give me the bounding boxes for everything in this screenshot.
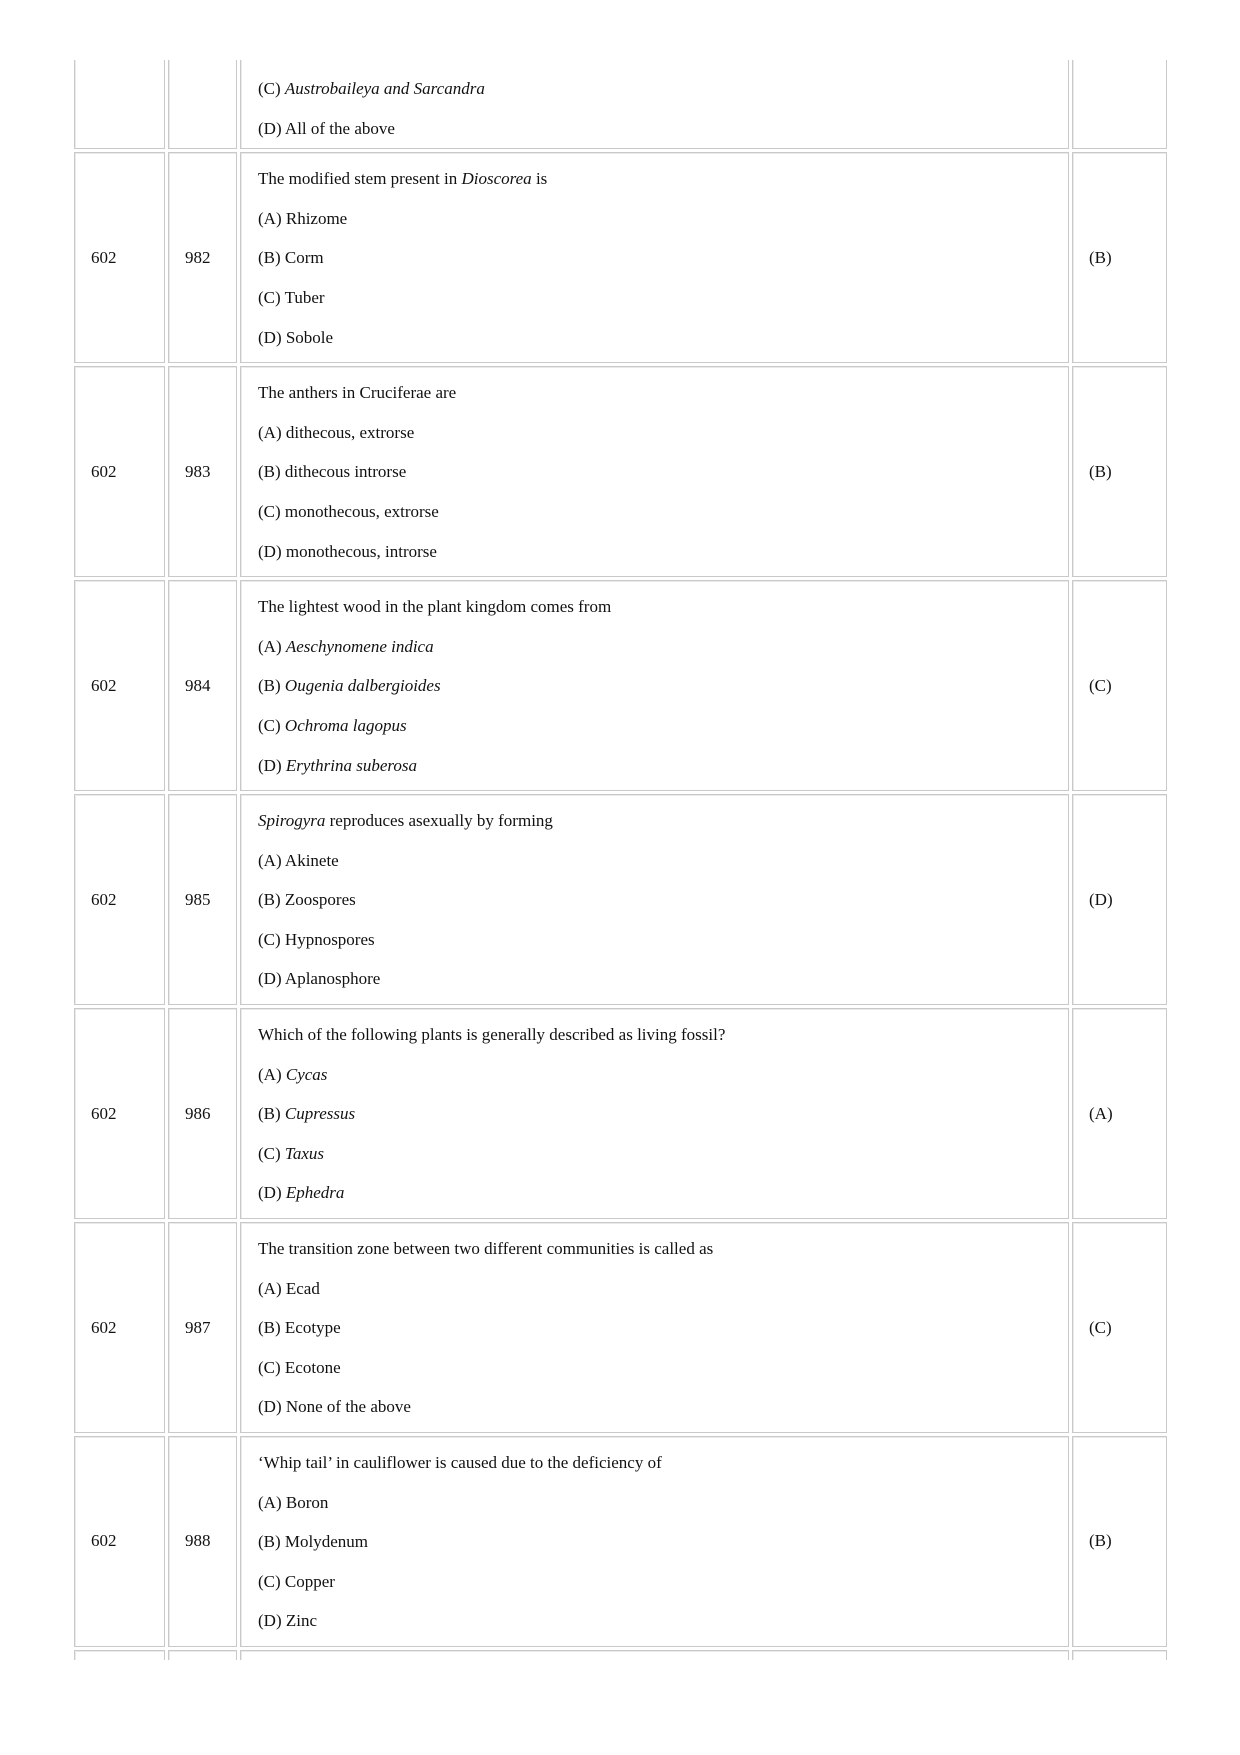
answer-cell: (B) [1072,152,1167,363]
paper-code-cell: 602 [74,580,165,791]
option-line [258,109,1051,149]
question-text: reproduces asexually by forming [325,811,553,831]
question-text: Dioscorea [461,169,532,189]
option-line [258,1483,1051,1523]
question-number-cell: 984 [168,580,237,791]
question-stem [258,801,1051,841]
paper-code-cell [74,1650,165,1660]
option-line [258,1173,1051,1213]
question-stem [258,373,1051,413]
question-text: Spirogyra [258,811,326,831]
option-text: (D) Zinc [258,1611,318,1631]
question-number-cell: 988 [168,1436,237,1647]
paper-code-cell [74,60,165,149]
option-line [258,452,1051,492]
option-prefix: (A) [258,1064,286,1084]
question-text: The modified stem present in [258,169,462,189]
option-text: (B) Zoospores [258,890,356,910]
answer-cell: (B) [1072,1436,1167,1647]
option-prefix: (C) [258,1143,285,1163]
option-text: (B) Corm [258,248,324,268]
option-line [258,1055,1051,1095]
option-text: (D) None of the above [258,1397,411,1417]
question-text: is [531,169,548,189]
option-line [258,492,1051,532]
option-line [258,706,1051,746]
option-text: (A) Ecad [258,1278,320,1298]
question-text: ‘Whip tail’ in cauliflower is caused due to the deficiency of [258,1453,662,1472]
option-line [258,1094,1051,1134]
option-text: (B) Ecotype [258,1318,341,1338]
option-line [258,413,1051,453]
option-line [258,1562,1051,1602]
paper-code-cell: 602 [74,366,165,577]
question-stem [258,1443,1051,1483]
question-cell [240,1008,1069,1219]
question-cell [240,366,1069,577]
question-number-cell: 986 [168,1008,237,1219]
question-stem [258,587,1051,627]
option-line [258,920,1051,960]
option-line [258,1308,1051,1348]
question-number-cell: 983 [168,366,237,577]
question-stem [258,159,1051,199]
question-text: The lightest wood in the plant kingdom comes from [258,597,612,617]
option-line [258,199,1051,239]
question-cell [240,1222,1069,1433]
question-number-cell: 982 [168,152,237,363]
option-text: Taxus [284,1143,324,1163]
option-line [258,1522,1051,1562]
table-row [74,1436,1167,1647]
answer-cell [1072,1650,1167,1660]
option-line [258,1348,1051,1388]
table-row [74,794,1167,1005]
option-text: Cupressus [284,1104,356,1124]
answer-cell: (D) [1072,794,1167,1005]
question-text: The anthers in Cruciferae are [258,383,457,403]
table-row [74,1222,1167,1433]
question-text: Which of the following plants is generally described as living fossil? [258,1025,726,1045]
table-row [74,366,1167,577]
option-text: (A) Boron [258,1492,329,1512]
table-row-cutoff [74,1650,1167,1660]
paper-code-cell: 602 [74,152,165,363]
option-text: Austrobaileya and Sarcandra [284,79,485,98]
option-text: Ochroma lagopus [284,715,407,735]
table-row-continued [74,60,1167,149]
option-line [258,318,1051,358]
question-text: The transition zone between two different communities is called as [258,1239,714,1259]
option-line [258,238,1051,278]
option-line [258,746,1051,786]
option-prefix: (D) [258,755,286,775]
question-stem [258,1015,1051,1055]
option-text: (C) Copper [258,1571,335,1591]
question-stem [258,1229,1051,1269]
option-prefix: (C) [258,79,285,98]
answer-cell [1072,60,1167,149]
option-text: (D) Sobole [258,327,334,347]
option-line [258,278,1051,318]
question-number-cell [168,60,237,149]
option-line [258,1134,1051,1174]
option-text: (C) monothecous, extrorse [258,501,439,521]
option-prefix: (B) [258,1104,285,1124]
option-line [258,1387,1051,1427]
option-prefix: (B) [258,676,285,696]
option-line [258,880,1051,920]
answer-cell: (B) [1072,366,1167,577]
question-cell [240,1650,1069,1660]
paper-code-cell: 602 [74,794,165,1005]
option-text: (A) Rhizome [258,208,348,228]
option-line [258,1269,1051,1309]
question-number-cell: 985 [168,794,237,1005]
paper-code-cell: 602 [74,1222,165,1433]
paper-code-cell: 602 [74,1436,165,1647]
option-text: (D) All of the above [258,118,395,138]
option-line [258,841,1051,881]
question-table [74,60,1167,1663]
option-line [258,666,1051,706]
question-number-cell: 987 [168,1222,237,1433]
option-line [258,959,1051,999]
question-cell [240,580,1069,791]
option-prefix: (D) [258,1183,286,1203]
paper-code-cell: 602 [74,1008,165,1219]
option-line [258,69,1051,109]
option-text: (D) Aplanosphore [258,969,381,989]
table-row [74,1008,1167,1219]
question-cell [240,60,1069,149]
option-line [258,532,1051,572]
question-cell [240,1436,1069,1647]
option-text: Ougenia dalbergioides [284,676,441,696]
option-text: Erythrina suberosa [285,755,417,775]
option-text: (C) Tuber [258,287,325,307]
answer-cell: (C) [1072,1222,1167,1433]
option-text: (B) Molydenum [258,1532,369,1552]
table-row [74,152,1167,363]
option-prefix: (C) [258,715,285,735]
table-row [74,580,1167,791]
option-text: Cycas [285,1064,328,1084]
answer-cell: (C) [1072,580,1167,791]
question-number-cell [168,1650,237,1660]
question-cell [240,152,1069,363]
option-text: (B) dithecous introrse [258,462,407,482]
option-text: (D) monothecous, introrse [258,541,437,561]
answer-cell: (A) [1072,1008,1167,1219]
option-line [258,1601,1051,1641]
option-text: (A) dithecous, extrorse [258,422,415,442]
option-text: (C) Ecotone [258,1357,341,1377]
question-cell [240,794,1069,1005]
option-prefix: (A) [258,636,286,656]
option-text: (A) Akinete [258,850,339,870]
table-body [74,152,1167,1647]
option-text: (C) Hypnospores [258,929,375,949]
option-text: Ephedra [285,1183,345,1203]
option-line [258,627,1051,667]
option-text: Aeschynomene indica [285,636,434,656]
